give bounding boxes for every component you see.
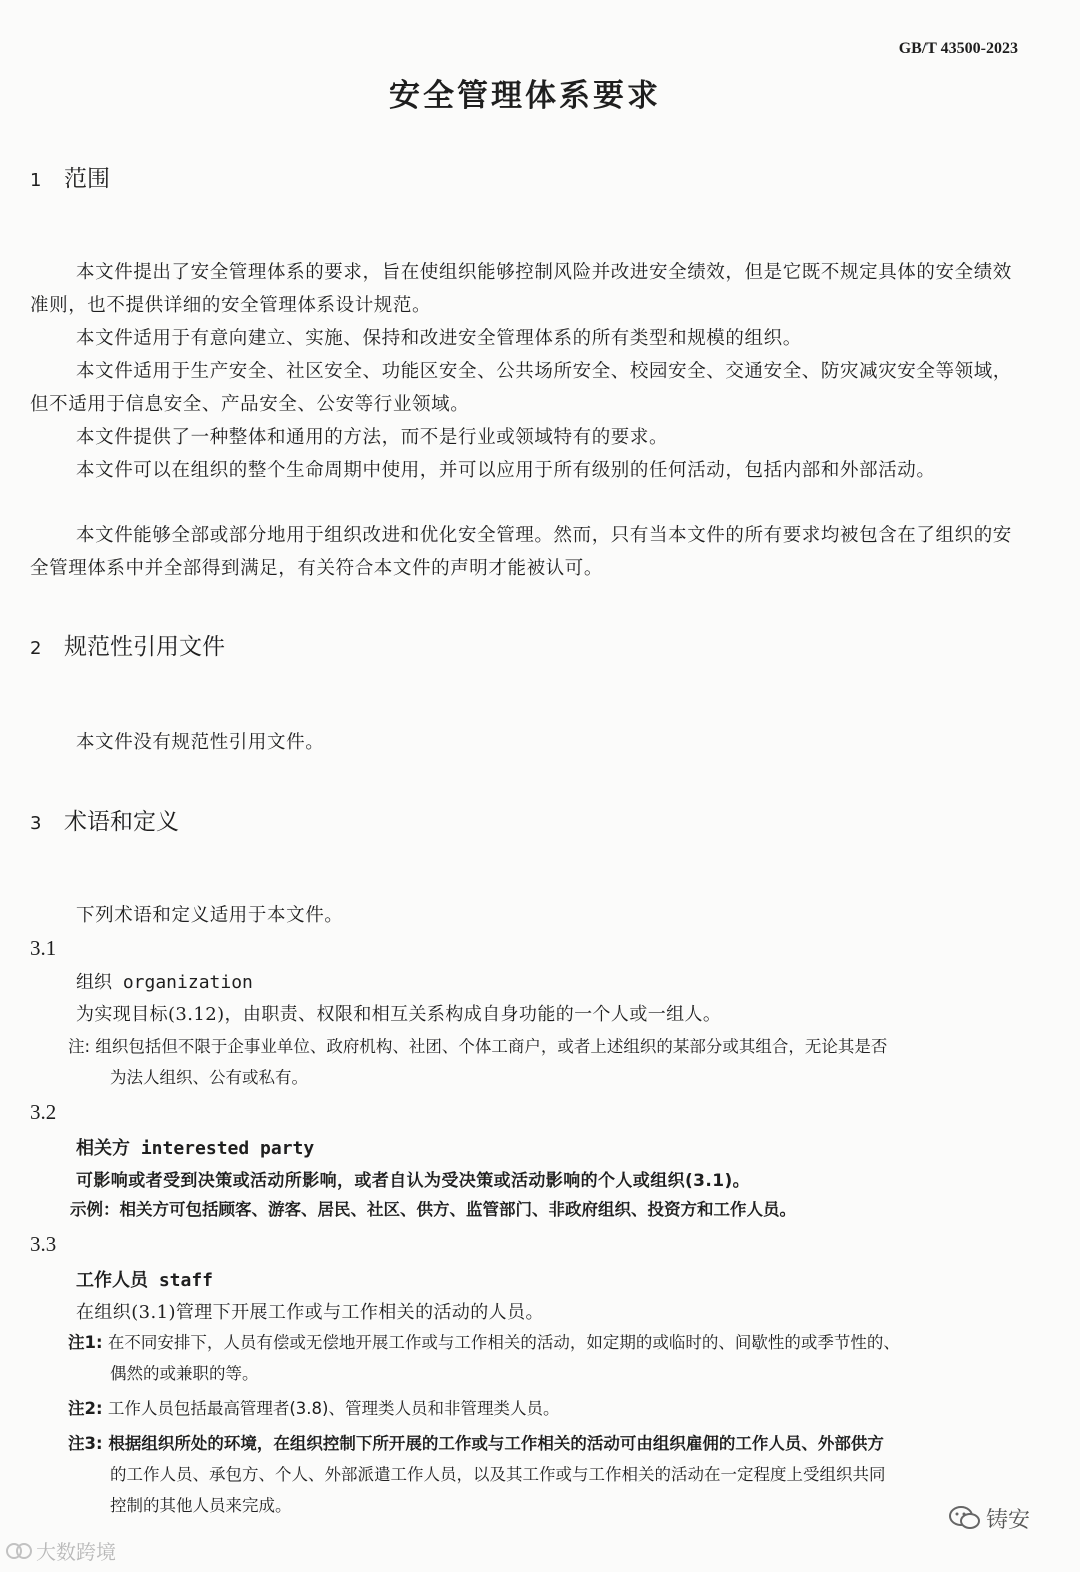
section-number: 1 bbox=[30, 170, 42, 191]
note-text: 为法人组织、公有或私有。 bbox=[110, 1068, 308, 1087]
section-1-heading bbox=[30, 160, 110, 193]
section-title: 规范性引用文件 bbox=[64, 634, 225, 660]
paragraph: 本文件适用于有意向建立、实施、保持和改进安全管理体系的所有类型和规模的组织。 bbox=[76, 328, 802, 349]
standard-code: GB/T 43500-2023 bbox=[898, 40, 1018, 57]
paragraph: 本文件能够全部或部分地用于组织改进和优化安全管理。然而，只有当本文件的所有要求均被包含在了组织的安全管理体系中并全部得到满足，有关符合本文件的声明才能被认可。 bbox=[30, 525, 1012, 579]
section-2-heading bbox=[30, 628, 225, 661]
paragraph: 本文件没有规范性引用文件。 bbox=[76, 732, 325, 753]
term-definition: 为实现目标(3.12)，由职责、权限和相互关系构成自身功能的一个人或一组人。 bbox=[76, 1004, 722, 1025]
section-title: 范围 bbox=[64, 166, 110, 192]
note bbox=[68, 1428, 1028, 1521]
term-number: 3.2 bbox=[30, 1100, 57, 1124]
note-label: 注: bbox=[68, 1037, 91, 1056]
note bbox=[68, 1031, 1028, 1093]
note-text: 偶然的或兼职的等。 bbox=[110, 1364, 259, 1383]
note-label: 注3: bbox=[68, 1434, 103, 1453]
term-definition: 可影响或者受到决策或活动所影响，或者自认为受决策或活动影响的个人或组织(3.1)。 bbox=[76, 1171, 751, 1191]
term-number: 3.3 bbox=[30, 1232, 57, 1256]
logo-icon bbox=[6, 1540, 32, 1567]
watermark-text: 大数跨境 bbox=[36, 1540, 116, 1564]
note-text: 组织包括但不限于企事业单位、政府机构、社团、个体工商户，或者上述组织的某部分或其组合，无论其是否 bbox=[95, 1037, 888, 1056]
term-name: 组织 organization bbox=[76, 972, 253, 993]
section-3-heading bbox=[30, 803, 179, 836]
watermark-left bbox=[6, 1536, 116, 1567]
paragraph: 本文件提供了一种整体和通用的方法，而不是行业或领域特有的要求。 bbox=[76, 427, 669, 448]
note-label: 注2: bbox=[68, 1399, 103, 1418]
term-definition: 在组织(3.1)管理下开展工作或与工作相关的活动的人员。 bbox=[76, 1302, 544, 1323]
paragraph: 下列术语和定义适用于本文件。 bbox=[76, 905, 344, 926]
note-text: 控制的其他人员来完成。 bbox=[110, 1496, 292, 1515]
paragraph: 本文件可以在组织的整个生命周期中使用，并可以应用于所有级别的任何活动，包括内部和外部活动。 bbox=[76, 460, 936, 481]
wechat-icon bbox=[948, 1504, 982, 1538]
document-title: 安全管理体系要求 bbox=[389, 78, 661, 114]
paragraph: 本文件提出了安全管理体系的要求，旨在使组织能够控制风险并改进安全绩效，但是它既不规定具体的安全绩效准则，也不提供详细的安全管理体系设计规范。 bbox=[30, 262, 1012, 316]
note bbox=[68, 1393, 1028, 1424]
watermark-right bbox=[948, 1503, 1030, 1538]
watermark-text: 铸安 bbox=[986, 1508, 1031, 1533]
note-text: 的工作人员、承包方、个人、外部派遣工作人员，以及其工作或与工作相关的活动在一定程度上受组织共同 bbox=[110, 1465, 886, 1484]
note-label: 注1: bbox=[68, 1333, 103, 1352]
section-number: 3 bbox=[30, 813, 42, 834]
note bbox=[68, 1327, 1028, 1389]
term-name: 相关方 interested party bbox=[76, 1138, 315, 1159]
section-title: 术语和定义 bbox=[64, 809, 179, 835]
term-name: 工作人员 staff bbox=[76, 1270, 214, 1291]
paragraph: 本文件适用于生产安全、社区安全、功能区安全、公共场所安全、校园安全、交通安全、防灾减灾安全等领域，但不适用于信息安全、产品安全、公安等行业领域。 bbox=[30, 361, 1012, 415]
example: 示例：相关方可包括顾客、游客、居民、社区、供方、监管部门、非政府组织、投资方和工作人员。 bbox=[70, 1200, 796, 1219]
note-text: 在不同安排下，人员有偿或无偿地开展工作或与工作相关的活动，如定期的或临时的、间歇性的或季节性的、 bbox=[107, 1333, 900, 1352]
note-text: 工作人员包括最高管理者(3.8)、管理类人员和非管理类人员。 bbox=[107, 1399, 560, 1418]
note-text: 根据组织所处的环境，在组织控制下所开展的工作或与工作相关的活动可由组织雇佣的工作人员、外部供方 bbox=[108, 1434, 884, 1453]
section-number: 2 bbox=[30, 638, 42, 659]
term-number: 3.1 bbox=[30, 936, 57, 960]
